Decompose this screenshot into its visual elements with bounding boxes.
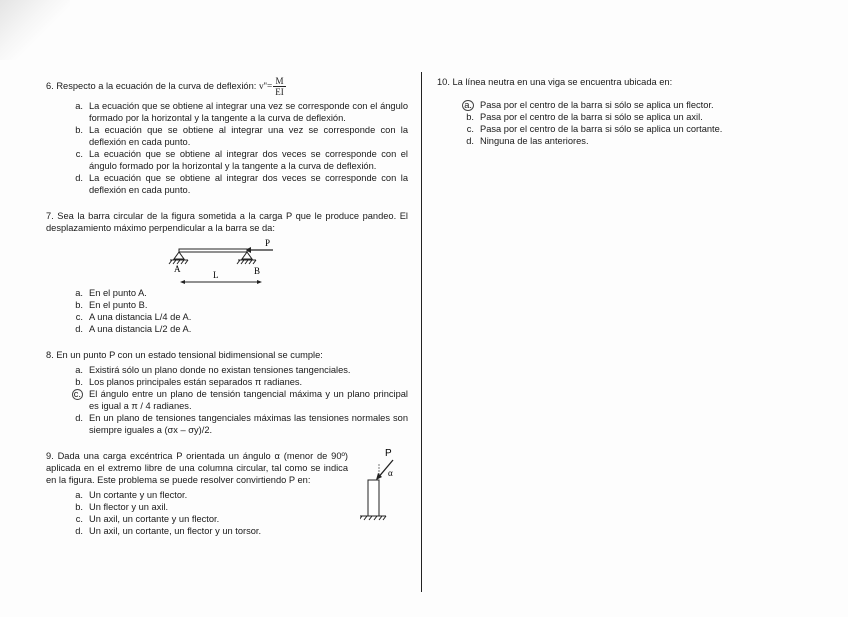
beam-bar <box>179 249 247 252</box>
question-6-options <box>46 100 408 196</box>
scan-corner-shadow <box>0 0 70 60</box>
question-8 <box>46 349 408 436</box>
question-9 <box>46 450 408 537</box>
option-8c[interactable]: c. El ángulo entre un plano de tensión tangencial máxima y un plano principal es igual a π / 4 radianes. <box>73 389 408 411</box>
option-10b[interactable]: b. Pasa por el centro de la barra si sólo se aplica un axil. <box>466 112 703 122</box>
option-7b[interactable]: b. En el punto B. <box>75 300 148 310</box>
option-8d[interactable]: d. En un plano de tensiones tangenciales máximas las tensiones normales son siempre iguales a (σx – σy)/2. <box>75 413 408 435</box>
pin-support-a-icon <box>174 252 184 259</box>
question-10 <box>437 76 807 147</box>
column-load-label: P <box>385 448 392 459</box>
beam-figure <box>46 236 408 286</box>
selected-answer-mark: a. <box>464 100 472 110</box>
option-6b[interactable]: b. La ecuación que se obtiene al integrar una vez se corresponde con la deflexión en cada punto. <box>75 125 408 147</box>
question-10-stem: 10. La línea neutra en una viga se encuentra ubicada en: <box>437 77 673 87</box>
question-6-stem: 6. Respecto a la ecuación de la curva de deflexión: v''= $\frac{M}{EI}$ <box>46 76 284 97</box>
option-8b[interactable]: b. Los planos principales están separados π radianes. <box>75 377 303 387</box>
deflection-formula <box>273 76 286 97</box>
option-10d[interactable]: d. Ninguna de las anteriores. <box>466 136 589 146</box>
dim-arrow-right-icon <box>257 280 262 284</box>
beam-load-label: P <box>265 238 271 248</box>
question-8-options <box>46 364 408 436</box>
angle-alpha-label: α <box>388 468 393 478</box>
option-9b[interactable]: b. Un flector y un axil. <box>75 502 169 512</box>
formula-denominator: EI <box>275 87 284 97</box>
question-6 <box>46 76 408 196</box>
right-column <box>437 76 807 147</box>
formula-numerator: M <box>275 76 284 86</box>
column-ground-hatch <box>360 516 386 520</box>
question-9-options <box>46 489 356 537</box>
question-10-options <box>437 99 807 147</box>
question-8-stem: 8. En un punto P con un estado tensional bidimensional se cumple: <box>46 350 323 360</box>
circular-column <box>368 480 379 516</box>
option-6a[interactable]: a. La ecuación que se obtiene al integrar una vez se corresponde con el ángulo formado por la horizontal y la tangente a la curva de deflexión. <box>75 101 408 123</box>
question-7-options <box>46 287 408 335</box>
option-6c[interactable]: c. La ecuación que se obtiene al integrar dos veces se corresponde con el ángulo formado por la horizontal y la tangente a la curva de deflexión. <box>75 149 408 171</box>
beam-point-a-label: A <box>174 264 181 274</box>
option-7a[interactable]: a. En el punto A. <box>75 288 147 298</box>
roller-support-b-icon <box>242 252 252 259</box>
question-7 <box>46 210 408 335</box>
column-figure <box>360 446 410 526</box>
option-6d[interactable]: d. La ecuación que se obtiene al integrar dos veces se corresponde con la deflexión en cada punto. <box>75 173 408 195</box>
dim-arrow-left-icon <box>180 280 185 284</box>
left-column <box>46 76 408 537</box>
question-7-stem: 7. Sea la barra circular de la figura sometida a la carga P que le produce pandeo. El desplazamiento máximo perpendicular a la barra se da: <box>46 211 408 233</box>
option-9d[interactable]: d. Un axil, un cortante, un flector y un torsor. <box>75 526 262 536</box>
option-7d[interactable]: d. A una distancia L/2 de A. <box>75 324 192 334</box>
option-10c[interactable]: c. Pasa por el centro de la barra si sólo se aplica un cortante. <box>466 124 723 134</box>
option-8a[interactable]: a. Existirá sólo un plano donde no existan tensiones tangenciales. <box>75 365 351 375</box>
column-divider <box>421 72 422 592</box>
selected-answer-mark: c. <box>73 389 81 399</box>
option-9a[interactable]: a. Un cortante y un flector. <box>75 490 188 500</box>
option-10a[interactable]: a. Pasa por el centro de la barra si sólo se aplica un flector. <box>464 100 714 110</box>
formula-lhs: v''= <box>258 81 273 92</box>
question-9-stem: 9. Dada una carga excéntrica P orientada un ángulo α (menor de 90º) aplicada en el extremo libre de una columna circular, tal como se indica en la figura. Este problema se puede resolver convirtiendo P en: <box>46 451 348 485</box>
ground-hatch-b <box>237 260 256 264</box>
option-7c[interactable]: c. A una distancia L/4 de A. <box>75 312 192 322</box>
beam-point-b-label: B <box>254 266 261 276</box>
option-9c[interactable]: c. Un axil, un cortante y un flector. <box>75 514 220 524</box>
beam-length-label: L <box>213 270 219 280</box>
